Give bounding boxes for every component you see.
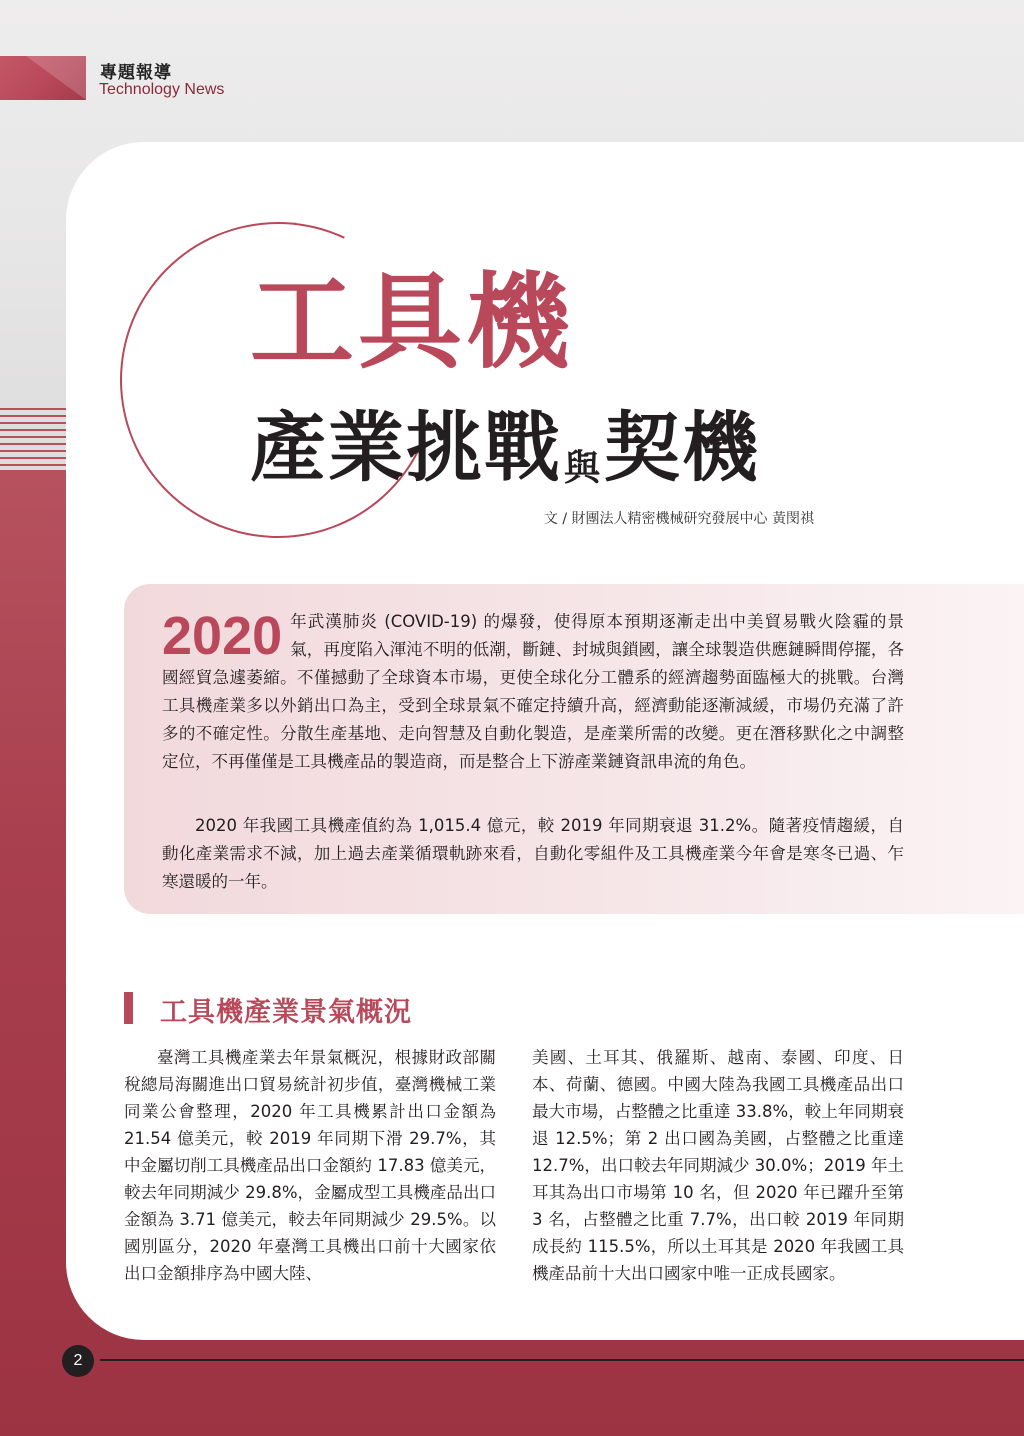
byline: 文 / 財團法人精密機械研究發展中心 黃閔祺 [543,511,814,527]
section-subtitle: Technology News [99,81,225,98]
section-title: 專題報導 [100,63,172,83]
intro-paragraph-1-text: 年武漢肺炎 (COVID-19) 的爆發，使得原本預期逐漸走出中美貿易戰火陰霾的景氣，再度陷入渾沌不明的低潮，斷鏈、封城與鎖國，讓全球製造供應鏈瞬間停擺，各國經貿急遽萎縮。不僅撼動了全球資本市場，更使全球化分工體系的經濟趨勢面臨極大的挑戰。台灣工具機產業多以外銷出口為主，受到全球景氣不確定持續升高，經濟動能逐漸減緩，市場仍充滿了許多的不確定性。分散生產基地、走向智慧及自動化製造，是產業所需的改變。更在潛移默化之中調整定位，不再僅僅是工具機產品的製造商，而是整合上下游產業鏈資訊串流的角色。 [162,612,904,771]
body-column-right: 美國、土耳其、俄羅斯、越南、泰國、印度、日本、荷蘭、德國。中國大陸為我國工具機產品出口最大市場，占整體之比重達 33.8%，較上年同期衰退 12.5%；第 2 出口國為美國，占整體之比重達 12.7%，出口較去年同期減少 30.0%；2019 年土耳其為出口市場第 10 名，但 2020 年已躍升至第 3 名，占整體之比重 7.7%，出口較 2019 年同期成長約 115.5%，所以土耳其是 2020 年我國工具機產品前十大出口國家中唯一正成長國家。 [532,1048,904,1283]
page-number: 2 [62,1345,94,1377]
body-column-left: 臺灣工具機產業去年景氣概況，根據財政部關稅總局海關進出口貿易統計初步值，臺灣機械工業同業公會整理，2020 年工具機累計出口金額為 21.54 億美元，較 2019 年同期下滑 29.7%，其中金屬切削工具機產品出口金額約 17.83 億美元，較去年同期減少 29.8%，金屬成型工具機產品出口金額為 3.71 億美元，較去年同期減少 29.5%。以國別區分，2020 年臺灣工具機出口前十大國家依出口金額排序為中國大陸、 [124,1048,496,1283]
intro-paragraph-2: 2020 年我國工具機產值約為 1,015.4 億元，較 2019 年同期衰退 31.2%。隨著疫情趨緩，自動化產業需求不減，加上過去產業循環軌跡來看，自動化零組件及工具機產業今年會是寒冬已過、乍寒還暖的一年。 [162,816,904,891]
intro-dropcap-year: 2020 [162,606,283,666]
subtitle-connector: 與 [564,448,603,489]
footer-rule [100,1359,1024,1361]
heading-bar [124,992,133,1024]
section-tab-marker [0,56,86,100]
intro-paragraph-1 [162,608,904,776]
article-title: 工具機 [250,261,575,383]
section-heading: 工具機產業景氣概況 [160,997,412,1028]
subtitle-part1: 產業挑戰 [250,403,562,492]
article-subtitle [250,403,761,492]
subtitle-part2: 契機 [604,403,761,492]
decorative-stripes [0,408,70,468]
